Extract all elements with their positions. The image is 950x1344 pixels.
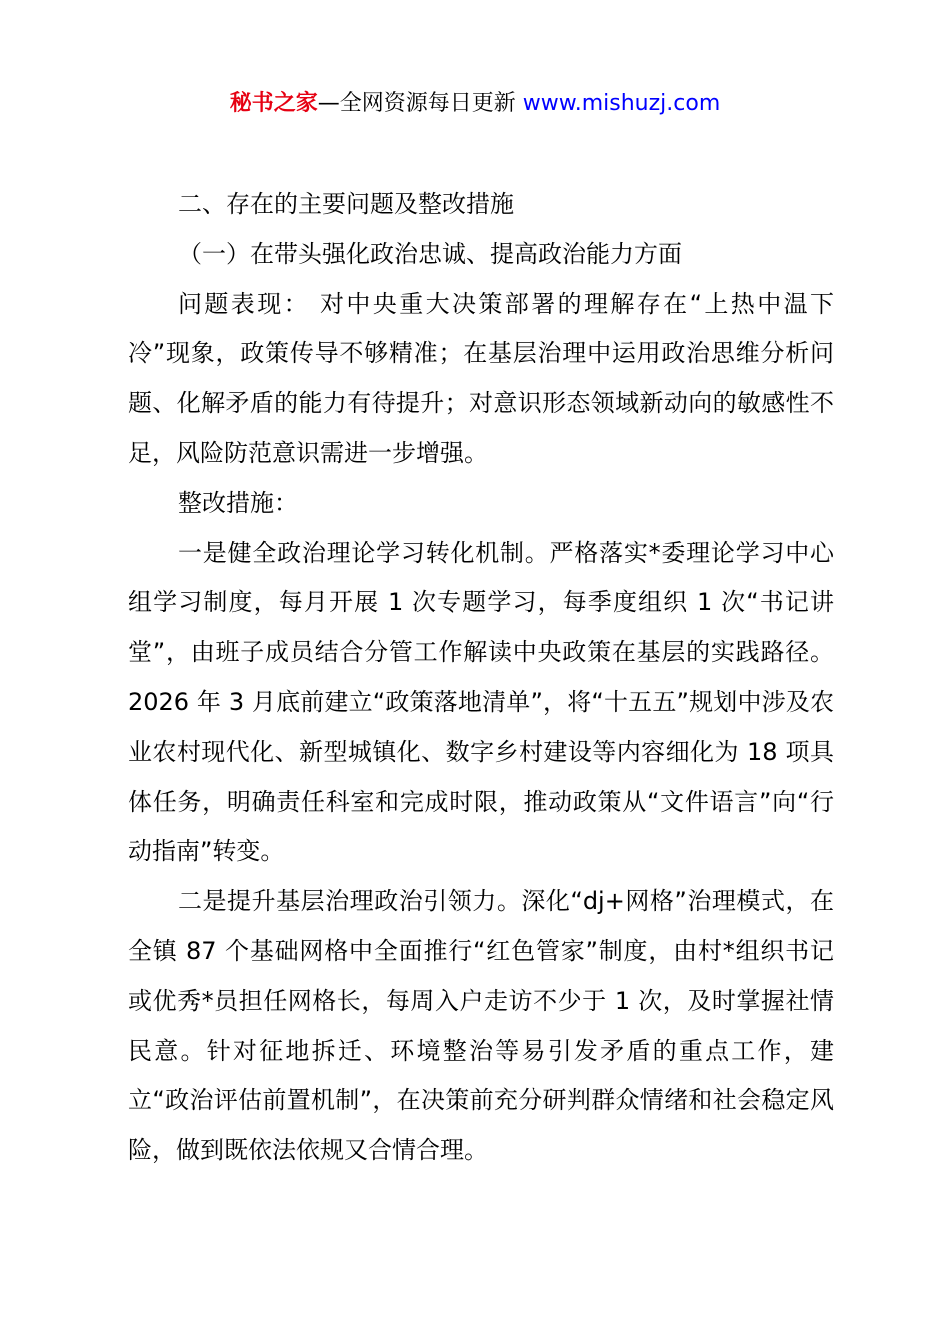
document-body bbox=[128, 180, 834, 1176]
page-header bbox=[0, 88, 950, 120]
subsection-title: （一）在带头强化政治忠诚、提高政治能力方面 bbox=[178, 239, 682, 268]
brand-name: 秘书之家 bbox=[229, 91, 318, 116]
measures-label: 整改措施： bbox=[178, 488, 298, 517]
section-title: 二、存在的主要问题及整改措施 bbox=[178, 190, 514, 218]
website-link[interactable]: www.mishuzj.com bbox=[522, 91, 721, 116]
header-tagline: —全网资源每日更新 bbox=[317, 91, 523, 116]
measure-paragraph-1: 一是健全政治理论学习转化机制。严格落实*委理论学习中心组学习制度，每月开展 1 次专题学习，每季度组织 1 次“书记讲堂”，由班子成员结合分管工作解读中央政策在基层的实践路径。2026 年 3 月底前建立“政策落地清单”，将“十五五”规划中涉及农业农村现代化、新型城镇化、数字乡村建设等内容细化为 18 项具体任务，明确责任科室和完成时限，推动政策从“文件语言”向“行动指南”转变。 bbox=[128, 538, 834, 866]
measure-paragraph-2: 二是提升基层治理政治引领力。深化“dj+网格”治理模式，在全镇 87 个基础网格中全面推行“红色管家”制度，由村*组织书记或优秀*员担任网格长，每周入户走访不少于 1 次，及时掌握社情民意。针对征地拆迁、环境整治等易引发矛盾的重点工作，建立“政治评估前置机制”，在决策前充分研判群众情绪和社会稳定风险，做到既依法依规又合情合理。 bbox=[128, 887, 834, 1165]
problem-paragraph: 问题表现： 对中央重大决策部署的理解存在“上热中温下冷”现象，政策传导不够精准；在基层治理中运用政治思维分析问题、化解矛盾的能力有待提升；对意识形态领域新动向的敏感性不足，风险防范意识需进一步增强。 bbox=[128, 289, 834, 467]
